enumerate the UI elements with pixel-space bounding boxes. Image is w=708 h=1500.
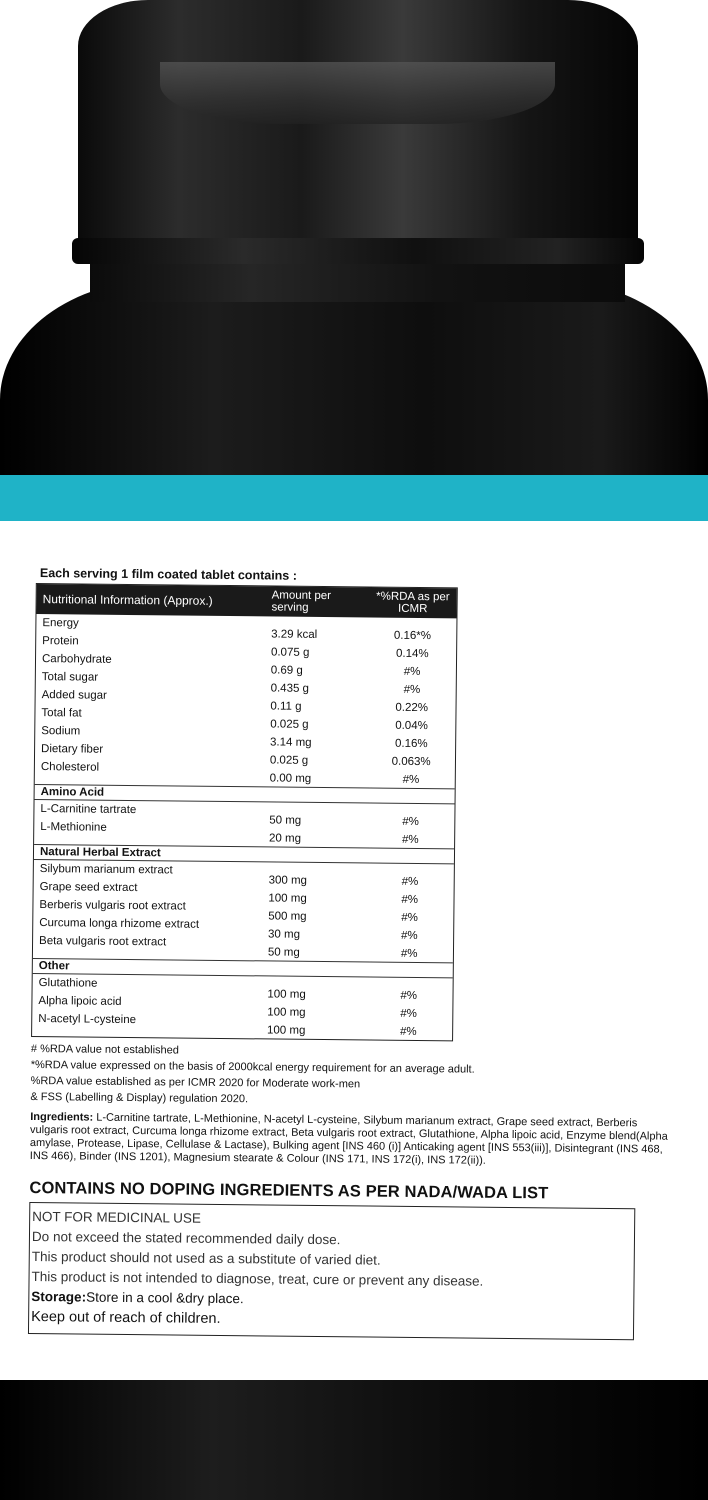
nutrient-name: Carbohydrate (41, 653, 112, 666)
nutrient-rda: #% (403, 683, 421, 697)
nutrient-name: Grape seed extract (39, 881, 138, 895)
nutrient-name: Beta vulgaris root extract (39, 935, 167, 949)
notice-line: Do not exceed the stated recommended daily dose. (31, 1228, 341, 1248)
nutrient-name: Silybum marianum extract (39, 863, 173, 877)
nutrition-section (35, 614, 457, 788)
nutrition-table-header (36, 584, 456, 618)
nutrition-sections (32, 614, 456, 1040)
nutrient-rda: #% (401, 833, 419, 847)
serving-title: Each serving 1 film coated tablet contains : (39, 566, 298, 583)
nutrient-name: L-Methionine (40, 821, 107, 834)
nutrient-amount: 0.075 g (270, 646, 310, 659)
nutrient-name: Glutathione (38, 977, 98, 990)
nutrient-rda: #% (401, 893, 419, 907)
doping-statement: CONTAINS NO DOPING INGREDIENTS AS PER NADA/WADA LIST (29, 1178, 549, 1203)
nutrient-amount: 0.69 g (270, 664, 303, 677)
nutrition-section (34, 784, 455, 848)
nutrient-amount: 0.025 g (269, 754, 309, 767)
nutrient-rda: #% (402, 815, 419, 829)
bottle-cap-highlight (160, 62, 555, 124)
label-content (28, 566, 676, 1341)
nutrient-amount: 30 mg (267, 928, 301, 941)
nutrient-rda: #% (403, 665, 421, 679)
ingredients (30, 1111, 671, 1170)
nutrient-name: Sodium (41, 725, 81, 738)
section-heading: Amino Acid (35, 785, 455, 804)
bottle-cap (78, 0, 638, 250)
nutrient-rda: #% (400, 1007, 417, 1021)
nutrient-amount: 100 mg (266, 1024, 306, 1037)
nutrient-name: Total sugar (41, 671, 99, 684)
nutrient-name: Cholesterol (40, 761, 100, 774)
nutrition-table (31, 583, 458, 1041)
storage-text: Store in a cool &dry place. (86, 1289, 244, 1307)
nutrient-amount-column (269, 616, 369, 785)
label-teal-band (0, 475, 708, 521)
footnotes (30, 1041, 671, 1112)
nutrient-name: N-acetyl L-cysteine (38, 1013, 137, 1027)
nutrient-amount: 50 mg (267, 946, 300, 959)
nutrient-name: Alpha lipoic acid (38, 995, 122, 1008)
nutrient-rda: #% (400, 947, 418, 961)
nutrient-amount: 100 mg (267, 1006, 306, 1019)
nutrient-amount: 0.025 g (270, 718, 309, 731)
nutrient-amount: 3.14 mg (269, 736, 312, 749)
nutrient-name-column (34, 800, 269, 838)
nutrient-name: Berberis vulgaris root extract (39, 899, 186, 913)
notice-box (28, 1202, 635, 1340)
nutrient-name: L-Carnitine tartrate (40, 803, 137, 817)
nutrient-rda: #% (399, 1025, 417, 1039)
section-heading: Other (33, 959, 453, 978)
header-amount-per-serving: Amount per serving (271, 589, 332, 614)
nutrient-rda: 0.04% (395, 719, 428, 733)
nutrient-name: Added sugar (41, 689, 107, 702)
bottle-base (0, 1380, 708, 1500)
nutrient-amount: 0.11 g (270, 700, 302, 713)
nutrient-amount: 0.435 g (270, 682, 310, 695)
nutrient-name-column (35, 614, 272, 778)
header-nutritional-information: Nutritional Information (Approx.) (42, 592, 213, 608)
keep-out-of-reach: Keep out of reach of children. (31, 1308, 221, 1327)
notice-line: NOT FOR MEDICINAL USE (32, 1208, 202, 1226)
nutrient-amount: 3.29 kcal (271, 628, 318, 641)
nutrient-name-column (33, 860, 269, 952)
ingredients-text: L-Carnitine tartrate, L-Methionine, N-acetyl L-cysteine, Silybum marianum extract, Grape seed extract, Berberis vulgaris root extract, Curcuma longa rhizome extract, Beta vulgaris root extract, Glutathione, Alpha lipoic acid, Enzyme blend(Alpha amylase, Protease, Lipase, Cellulase & Lactase), Bulking agent [INS 460 (i)] Anticaking agent [INS 553(iii)], Disintegrant (INS 468, INS 466), Binder (INS 1201), Magnesium stearate & Colour (INS 171, INS 172(i), INS 172(ii)). (29, 1111, 668, 1167)
nutrient-amount: 0.00 mg (269, 772, 312, 785)
footnote-line: %RDA value established as per ICMR 2020 for Moderate work-men (30, 1074, 361, 1091)
nutrient-rda: #% (401, 911, 418, 925)
nutrient-amount: 20 mg (268, 832, 302, 845)
nutrient-rda: #% (400, 929, 418, 943)
nutrient-rda: #% (402, 773, 420, 787)
nutrient-amount: 100 mg (268, 892, 307, 905)
bottle-cap-rim (72, 238, 644, 264)
nutrient-amount: 500 mg (268, 910, 307, 923)
footnote-line: # %RDA value not established (30, 1042, 179, 1057)
bottle-neck (90, 262, 625, 302)
storage-label: Storage: (31, 1288, 87, 1305)
nutrient-name-column (32, 974, 267, 1030)
section-heading: Natural Herbal Extract (34, 845, 454, 864)
nutrient-rda: #% (400, 989, 418, 1003)
nutrient-amount-column (268, 802, 367, 845)
nutrient-name: Total fat (41, 707, 82, 720)
nutrient-rda-column (365, 863, 454, 961)
nutrition-section (32, 958, 453, 1040)
nutrient-amount-column (266, 976, 365, 1037)
nutrient-rda-column (367, 617, 456, 787)
notice-line: This product is not intended to diagnose, treat, cure or prevent any disease. (31, 1268, 484, 1289)
nutrient-rda: 0.22% (395, 701, 429, 715)
notice-line: This product should not used as a substitute of varied diet. (31, 1248, 381, 1268)
footnote-line: *%RDA value expressed on the basis of 2000kcal energy requirement for an average adult. (30, 1058, 475, 1076)
nutrient-amount: 50 mg (269, 814, 302, 827)
nutrient-rda: 0.063% (391, 755, 431, 769)
nutrient-rda: 0.14% (395, 647, 429, 661)
ingredients-label: Ingredients: (30, 1110, 94, 1124)
nutrient-rda: 0.16% (395, 737, 428, 751)
nutrient-name: Protein (42, 635, 79, 648)
nutrient-rda-column (365, 977, 453, 1039)
nutrient-name: Energy (42, 617, 79, 630)
nutrition-section (33, 844, 454, 962)
footnote-line: & FSS (Labelling & Display) regulation 2020. (30, 1090, 249, 1106)
nutrient-amount: 100 mg (267, 988, 306, 1001)
nutrient-amount: 300 mg (268, 874, 308, 887)
nutrient-rda: 0.16*% (393, 629, 432, 643)
nutrient-amount-column (267, 862, 366, 959)
nutrient-rda: #% (401, 875, 419, 889)
nutrient-rda-column (367, 803, 455, 847)
nutrient-name: Curcuma longa rhizome extract (39, 917, 200, 931)
nutrient-name: Dietary fiber (41, 743, 104, 756)
header-rda: *%RDA as per ICMR (376, 590, 450, 616)
